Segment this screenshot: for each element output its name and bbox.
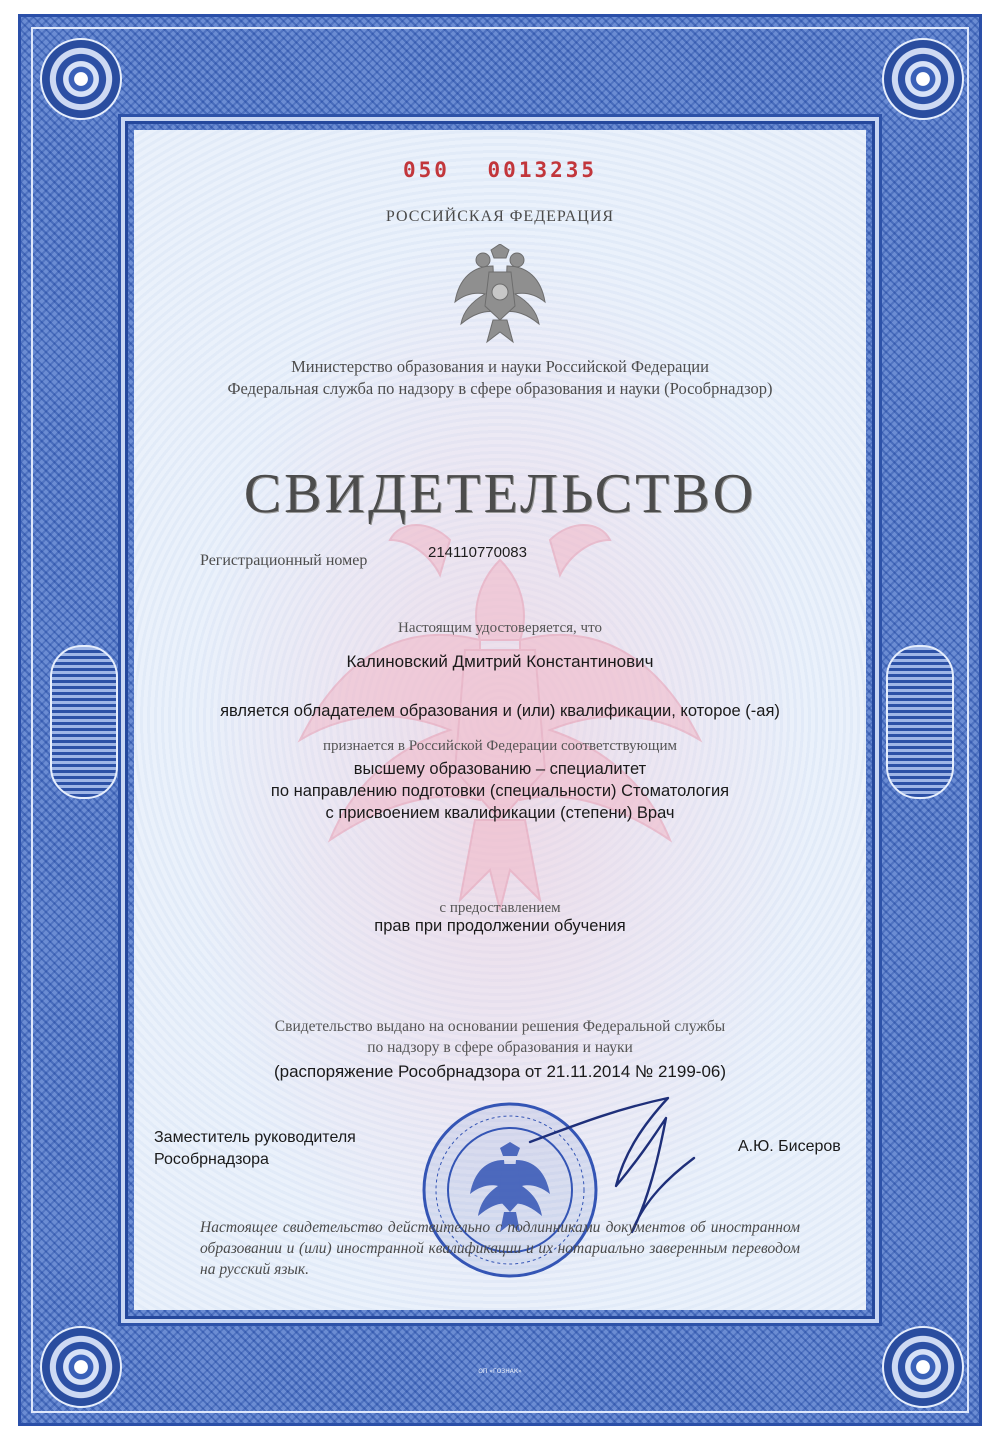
registration-number-label: Регистрационный номер <box>200 552 368 569</box>
document-title: СВИДЕТЕЛЬСТВО <box>243 463 757 525</box>
education-level: высшему образованию – специалитет <box>353 760 647 778</box>
signer-position-line2: Рособрнадзора <box>154 1151 269 1168</box>
issuing-authority <box>0 356 1000 400</box>
equivalence-block <box>0 758 1000 824</box>
rights-text: прав при продолжении обучения <box>374 917 626 935</box>
printer-mark: ОП «ГОЗНАК» <box>478 1368 522 1375</box>
corner-rosette-top-left <box>40 38 122 120</box>
certify-text: Настоящим удостоверяется, что <box>398 620 602 636</box>
corner-rosette-bottom-left <box>40 1326 122 1408</box>
issuance-basis-line1: Свидетельство выдано на основании решения Федеральной службы <box>274 1018 726 1035</box>
issuance-basis-line2: по надзору в сфере образования и науки <box>367 1039 633 1056</box>
specialty: по направлению подготовки (специальности) Стоматология <box>270 782 730 800</box>
signer-name: А.Ю. Бисеров <box>738 1138 841 1155</box>
signer-position-line1: Заместитель руководителя <box>154 1129 356 1146</box>
serial-series: 050 <box>402 158 450 182</box>
recognition-text: признается в Российской Федерации соответствующим <box>323 738 677 754</box>
qualification: с присвоением квалификации (степени) Врач <box>325 804 675 822</box>
holder-statement: является обладателем образования и (или) квалификации, которое (-ая) <box>220 702 780 720</box>
validity-note: Настоящее свидетельство действительно с подлинниками документов об иностранном образовании и (или) иностранной квалификации и их нотариально заверенным переводом на русский язык. <box>200 1219 800 1278</box>
emblem-icon <box>453 244 547 344</box>
order-reference: (распоряжение Рособрнадзора от 21.11.2014 № 2199-06) <box>273 1062 727 1081</box>
holder-name: Калиновский Дмитрий Константинович <box>346 652 654 671</box>
country-heading: РОССИЙСКАЯ ФЕДЕРАЦИЯ <box>385 208 615 225</box>
grant-text: с предоставлением <box>439 900 561 916</box>
corner-rosette-top-right <box>882 38 964 120</box>
issuance-basis <box>0 1016 1000 1058</box>
ministry-line: Министерство образования и науки Российской Федерации <box>291 357 709 376</box>
registration-number-value: 214110770083 <box>428 544 527 561</box>
service-line: Федеральная служба по надзору в сфере образования и науки (Рособрнадзор) <box>227 379 773 398</box>
corner-rosette-bottom-right <box>882 1326 964 1408</box>
signer-position <box>154 1127 356 1171</box>
serial-number <box>0 158 1000 182</box>
serial-number-digits: 0013235 <box>487 158 598 182</box>
